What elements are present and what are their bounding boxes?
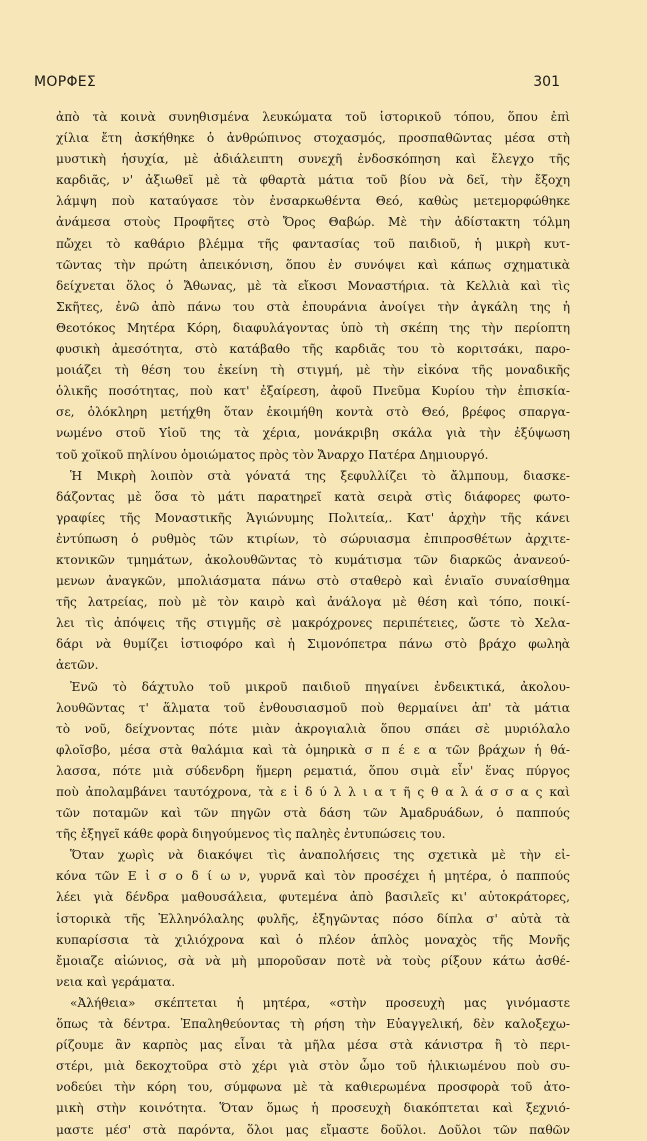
running-head xyxy=(34,74,560,96)
text-line: μυστικὴ ἡσυχία, μὲ ἀδιάλειπτη συνεχῆ ἐνδοσκόπηση καὶ ἔλεγχο τῆς xyxy=(56,152,570,167)
text-line: ἀνάμεσα στοὺς Προφῆτες στὸ Ὄρος Θαβώρ. Μὲ τὴν ἀδίστακτη τόλμη xyxy=(56,215,570,230)
text-line: καρδιᾶς, ν' ἀξιωθεῖ μὲ τὰ φθαρτὰ μάτια τοῦ βίου νὰ δεῖ, τὴν ἔξοχη xyxy=(56,173,570,188)
text-line: νεια καὶ γεράματα. xyxy=(56,974,176,989)
text-line: ποὺ ἀπολαμβάνει ταυτόχρονα, τὰ ε ἰ δ ύ λ λ ι α τ ῆ ς θ α λ ά σ σ α ς καὶ xyxy=(56,785,570,799)
text-line: κτονικῶν τμημάτων, ἀκολουθῶντας τὸ κυμάτισμα τῶν διαρκῶς ἀνανεού- xyxy=(56,552,570,567)
text-line: τῆς λατρείας, ποὺ μὲ τὸν καιρὸ καὶ ἀνάλογα μὲ θέση καὶ τόπο, ποικί- xyxy=(56,595,570,610)
text-line: νοδεύει τὴν κόρη του, σύμφωνα μὲ τὰ καθιερωμένα προσφορὰ τοῦ ἀτο- xyxy=(56,1080,570,1095)
text-line: τοῦ χοϊκοῦ πηλίνου ὁμοιώματος πρὸς τὸν Ἄναρχο Πατέρα Δημιουργό. xyxy=(56,447,489,462)
text-line: ὁλικῆς ποσότητας, ποὺ κατ' ἐξαίρεση, ἀφοῦ Πνεῦμα Κυρίου τὴν ἐπισκία- xyxy=(56,384,570,399)
text-line: μενων ἀναγκῶν, μπολιάσματα πάνω στὸ σταθερὸ καὶ ἑνιαῖο συναίσθημα xyxy=(56,574,570,589)
text-line: ἱστορικὰ τῆς Ἑλληνόλαλης φυλῆς, ἐξηγῶντας πόσο δίπλα σ' αὐτὰ τὰ xyxy=(56,911,570,926)
text-line: λάμψη ποὺ καταύγασε τὸν ἐνσαρκωθέντα Θεό, καθὼς μετεμορφώθηκε xyxy=(56,194,570,209)
text-line: στέρι, μιὰ δεκοχτοῦρα στὸ χέρι γιὰ στὸν ὦμο τοῦ ἡλικιωμένου ποὺ συ- xyxy=(56,1059,570,1074)
text-line: ἔμοιαζε αἰώνιος, σὰ νὰ μὴ μποροῦσαν ποτὲ νὰ τοὺς ρίξουν κάτω ἀσθέ- xyxy=(56,953,570,968)
text-line: τῆς ἐξηγεῖ κάθε φορὰ διηγούμενος τὶς παληὲς ἐντυπώσεις του. xyxy=(56,827,446,842)
text-line: Ἐνῶ τὸ δάχτυλο τοῦ μικροῦ παιδιοῦ πηγαίνει ἐνδεικτικά, ἀκολου- xyxy=(70,679,570,694)
text-line: λέει γιὰ δένδρα μαθουσάλεια, φυτεμένα ἀπὸ βασιλεῖς κι' αὐτοκράτορες, xyxy=(56,890,570,905)
text-line: Ἡ Μικρὴ λοιπὸν στὰ γόνατά της ξεφυλλίζει τὸ ἄλμπουμ, διασκε- xyxy=(70,468,570,483)
text-line: λει τὶς ἀπόψεις τῆς στιγμῆς σὲ μακρόχρονες περιπέτειες, ὥστε τὸ Χελα- xyxy=(56,616,570,631)
text-line: γραφίες τῆς Μοναστικῆς Ἁγιώνυμης Πολιτεία,. Κατ' ἀρχὴν τῆς κάνει xyxy=(56,510,570,525)
text-line: κυπαρίσσια τὰ χιλιόχρονα καὶ ὁ πλέον ἁπλὸς μοναχὸς τῆς Μονῆς xyxy=(56,932,570,947)
text-line: Ὅταν χωρὶς νὰ διακόψει τὶς ἀναπολήσεις της σχετικὰ μὲ τὴν εἰ- xyxy=(70,848,570,863)
text-line: λουθῶντας τ' ἅλματα τοῦ ἐνθουσιασμοῦ ποὺ θερμαίνει ἀπ' τὰ μάτια xyxy=(56,700,570,715)
text-line: τῶντας τὴν πρώτη ἀπεικόνιση, ὅπου ἐν συνόψει καὶ κάπως σχηματικὰ xyxy=(56,257,570,272)
text-line: δάζοντας μὲ ὅσα τὸ μάτι παρατηρεῖ κατὰ σειρὰ στὶς διάφορες φωτο- xyxy=(56,489,570,504)
page-number: 301 xyxy=(533,74,560,90)
text-line: ρίζουμε ἂν καρπὸς μας εἶναι τὰ μῆλα μέσα στὰ κάνιστρα ἢ τὸ περι- xyxy=(56,1038,570,1053)
text-line: τὸ νοῦ, δείχνοντας πότε μιὰν ἀκρογιαλιὰ ὅπου σπάει σὲ μυριόλαλο xyxy=(56,721,570,736)
text-line: μικὴ στὴν κοινότητα. Ὅταν ὅμως ἡ προσευχὴ διακόπτεται καὶ ξεχνιό- xyxy=(56,1101,570,1116)
text-line: ἀετῶν. xyxy=(56,658,99,673)
text-line: φυσικὴ ἀμεσότητα, στὸ κατάβαθο τῆς καρδιᾶς του τὸ κοριτσάκι, παρο- xyxy=(56,342,570,357)
text-line: κόνα τῶν Ε ἰ σ ο δ ί ω ν, γυρνᾶ καὶ τὸν προσέχει ἡ μητέρα, ὁ παππούς xyxy=(56,869,570,884)
text-line: δείχνεται ὅλος ὁ Ἄθωνας, μὲ τὰ εἴκοσι Μοναστήρια. τὰ Κελλιὰ καὶ τὶς xyxy=(56,278,570,293)
text-line: δάρι νὰ θυμίζει ἱστιοφόρο καὶ ἡ Σιμονόπετρα πάνω στὸ βράχο φωληὰ xyxy=(56,637,570,652)
text-line: μαστε μέσ' στὰ παρόντα, ὅλοι μας εἴμαστε δοῦλοι. Δοῦλοι τῶν παθῶν xyxy=(56,1122,570,1137)
body-text xyxy=(56,107,570,1141)
text-line: ἐντύπωση ὁ ρυθμὸς τῶν κτιρίων, τὸ σώρυιασμα ἐπιπροσθέτων ἀρχιτε- xyxy=(56,531,570,546)
text-line: χίλια ἔτη ἀσκήθηκε ὁ ἀνθρώπινος στοχασμός, προσπαθῶντας μέσα στὴ xyxy=(56,131,570,146)
text-line: νωμένο στοῦ Υἱοῦ της τὰ χέρια, μονάκριβη σκάλα γιὰ τὴν ἐξύψωση xyxy=(56,426,570,441)
text-line: πὤχει τὸ καθάριο βλέμμα τῆς φαντασίας τοῦ παιδιοῦ, ἡ μικρὴ κυτ- xyxy=(56,236,570,251)
text-line: φλοῖσβο, μέσα στὰ θαλάμια καὶ τὰ ὁμηρικὰ σ π έ ε α τῶν βράχων ἡ θά- xyxy=(56,742,570,757)
text-line: σε, ὁλόκληρη μετήχθη ὅταν ἐκοιμήθη κοντὰ στὸ Θεό, βρέφος σπαργα- xyxy=(56,405,570,420)
text-line: τῶν ποταμῶν καὶ τῶν πηγῶν στὰ δάση τῶν Ἀμαδρυάδων, ὁ παππούς xyxy=(56,806,570,821)
text-line: μοιάζει τὴ θέση του ἐκείνη τὴ στιγμή, μὲ τὴν εἰκόνα τῆς μοναδικῆς xyxy=(56,363,570,378)
journal-title: ΜΟΡΦΕΣ xyxy=(34,74,97,90)
text-line: Σκῆτες, ἐνῶ ἀπὸ πάνω του στὰ ἐπουράνια ἀνοίγει τὴν ἀγκάλη της ἡ xyxy=(56,299,570,314)
text-line: ἀπὸ τὰ κοινὰ συνηθισμένα λευκώματα τοῦ ἱστορικοῦ τόπου, ὅπου ἐπὶ xyxy=(56,110,570,124)
text-line: λασσα, πότε μιὰ σύδενδρη ἥμερη ρεματιά, ὅπου σιμὰ εἶν' ἕνας πύργος xyxy=(56,763,570,778)
text-line: «Ἀλήθεια» σκέπτεται ἡ μητέρα, «στὴν προσευχὴ μας γινόμαστε xyxy=(70,995,570,1010)
text-line: ὅπως τὰ δέντρα. Ἐπαληθεύοντας τὴ ρήση τὴν Εὐαγγελική, δὲν καλοξεχω- xyxy=(56,1017,570,1032)
text-line: Θεοτόκος Μητέρα Κόρη, διαφυλάγοντας ὑπὸ τὴ σκέπη της τὴν περίοπτη xyxy=(56,320,570,335)
